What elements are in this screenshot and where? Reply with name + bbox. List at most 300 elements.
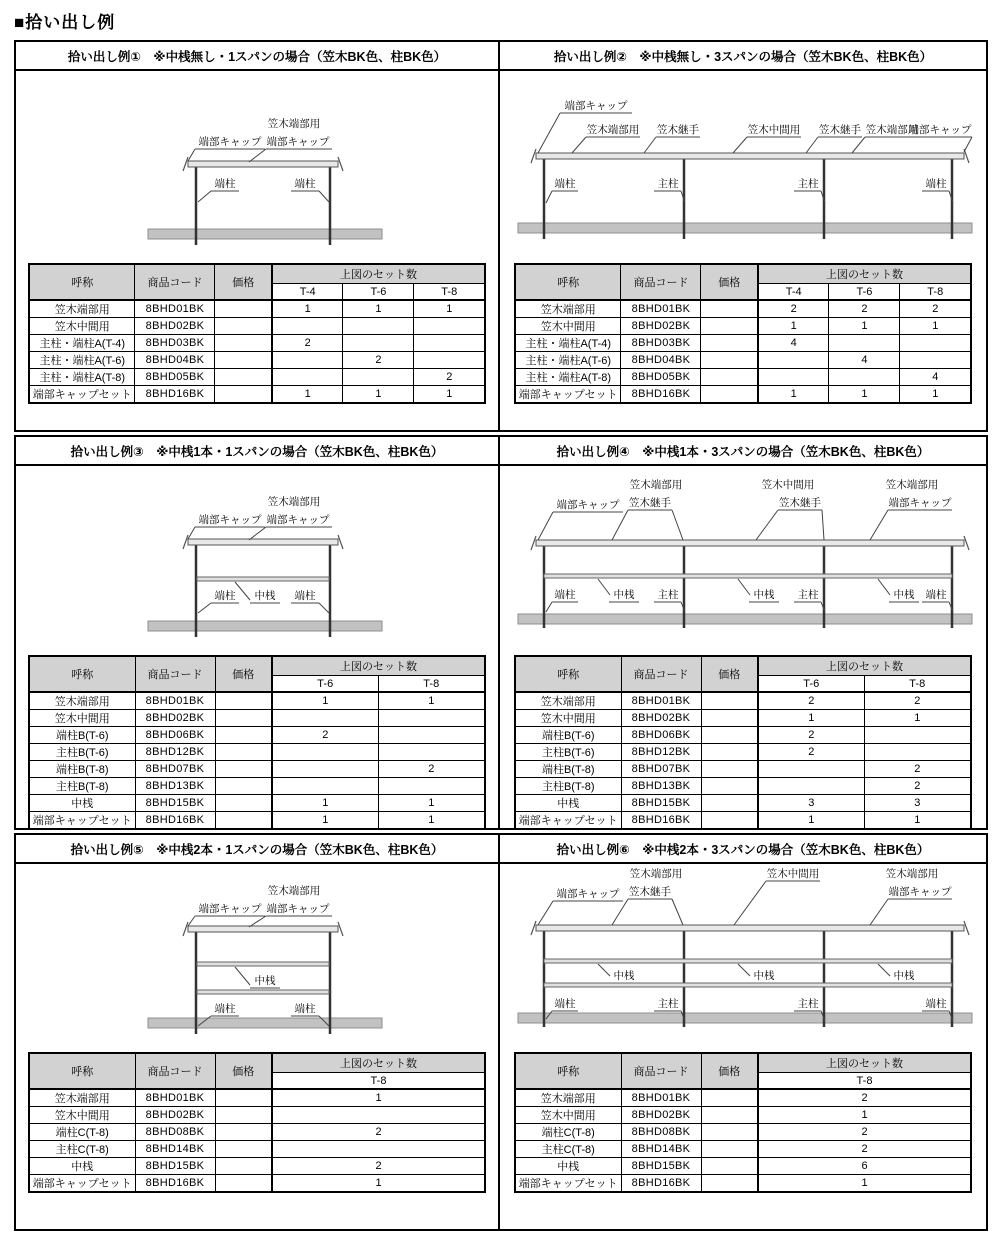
part-name: 笠木中間用	[515, 710, 621, 727]
diagram-label-mid1: 中桟	[613, 970, 635, 982]
qty-cell: 2	[758, 727, 864, 744]
qty-cell: 2	[829, 300, 900, 318]
railing-diagram	[508, 474, 978, 649]
qty-cell	[864, 744, 971, 761]
part-name: 主柱・端柱A(T-4)	[29, 335, 135, 352]
part-name: 主柱C(T-8)	[29, 1141, 135, 1158]
price-cell	[215, 692, 272, 710]
col-header-name: 呼称	[29, 1053, 135, 1089]
part-code: 8BHD12BK	[621, 744, 701, 761]
diagram-label-kasagi-end: 笠木端部用	[267, 885, 321, 897]
col-header-code: 商品コード	[621, 264, 701, 300]
qty-cell	[272, 744, 378, 761]
price-cell	[701, 300, 758, 318]
table-row	[515, 318, 971, 335]
qty-cell: 2	[272, 1124, 485, 1141]
part-code: 8BHD01BK	[621, 300, 701, 318]
qty-cell: 1	[272, 795, 378, 812]
qty-cell: 1	[829, 318, 900, 335]
table-row	[29, 1107, 485, 1124]
part-name: 端部キャップセット	[29, 812, 135, 830]
part-code: 8BHD06BK	[621, 727, 701, 744]
table-row	[29, 1141, 485, 1158]
price-cell	[215, 795, 272, 812]
qty-cell: 1	[864, 710, 971, 727]
part-code: 8BHD15BK	[621, 795, 701, 812]
col-header-sets: 上図のセット数	[272, 264, 485, 284]
diagram-label-post2: 主柱	[657, 178, 679, 190]
price-cell	[701, 778, 758, 795]
qty-cell	[414, 335, 485, 352]
qty-cell	[414, 352, 485, 369]
size-col-header: T-4	[758, 284, 829, 301]
part-code: 8BHD01BK	[135, 692, 215, 710]
price-cell	[215, 335, 272, 352]
col-header-sets: 上図のセット数	[758, 264, 971, 284]
qty-cell: 1	[272, 386, 343, 404]
price-cell	[701, 1107, 758, 1124]
diagram-label-post-right: 端柱	[294, 178, 316, 190]
qty-cell: 1	[343, 300, 414, 318]
size-col-header: T-8	[758, 1073, 971, 1090]
diagram-label-mid3: 中桟	[893, 970, 915, 982]
price-cell	[215, 1158, 272, 1175]
top-rail	[536, 540, 964, 546]
table-row	[515, 692, 971, 710]
panel-title: 拾い出し例⑥ ※中桟2本・3スパンの場合（笠木BK色、柱BK色）	[500, 835, 986, 864]
diagram-label-post-right: 端柱	[294, 590, 316, 602]
diagram-label-post4: 端柱	[925, 178, 947, 190]
price-cell	[701, 761, 758, 778]
railing-diagram	[508, 93, 978, 253]
part-code: 8BHD01BK	[135, 1089, 215, 1107]
mid-rail-2	[544, 983, 952, 987]
qty-cell: 1	[272, 1175, 485, 1193]
parts-table	[514, 1052, 972, 1193]
qty-cell: 1	[758, 318, 829, 335]
price-cell	[701, 386, 758, 404]
table-row	[515, 812, 971, 830]
panel-example-6	[500, 833, 988, 1231]
qty-cell: 1	[272, 1089, 485, 1107]
col-header-price: 価格	[215, 264, 272, 300]
part-code: 8BHD16BK	[135, 386, 215, 404]
diagram-label-kasagi-end-left: 笠木端部用	[629, 479, 683, 491]
col-header-name: 呼称	[515, 656, 621, 692]
qty-cell: 2	[272, 1158, 485, 1175]
part-code: 8BHD07BK	[135, 761, 215, 778]
price-cell	[215, 744, 272, 761]
part-name: 端柱B(T-6)	[29, 727, 135, 744]
railing-diagram	[508, 865, 978, 1050]
diagram-label-post2: 主柱	[657, 589, 679, 601]
table-row	[515, 386, 971, 404]
part-name: 主柱・端柱A(T-6)	[515, 352, 621, 369]
diagram-label-post4: 端柱	[925, 589, 947, 601]
panel-grid	[14, 40, 988, 1231]
price-cell	[701, 1175, 758, 1193]
qty-cell: 1	[272, 300, 343, 318]
qty-cell: 1	[758, 1107, 971, 1124]
part-code: 8BHD02BK	[135, 710, 215, 727]
price-cell	[215, 352, 272, 369]
mid-rail	[544, 574, 952, 578]
price-cell	[215, 1089, 272, 1107]
table-row	[515, 1175, 971, 1193]
part-name: 主柱・端柱A(T-4)	[515, 335, 621, 352]
table-row	[29, 727, 485, 744]
part-code: 8BHD01BK	[135, 300, 215, 318]
col-header-name: 呼称	[29, 656, 135, 692]
part-code: 8BHD02BK	[621, 318, 701, 335]
size-col-header: T-8	[272, 1073, 485, 1090]
diagram-label-post-left: 端柱	[214, 1003, 236, 1015]
qty-cell	[272, 318, 343, 335]
qty-cell	[378, 727, 485, 744]
part-code: 8BHD03BK	[621, 335, 701, 352]
table-row	[29, 1124, 485, 1141]
table-row	[29, 744, 485, 761]
col-header-price: 価格	[701, 656, 758, 692]
qty-cell: 2	[758, 300, 829, 318]
col-header-sets: 上図のセット数	[758, 656, 971, 676]
qty-cell	[378, 710, 485, 727]
table-row	[29, 1158, 485, 1175]
col-header-price: 価格	[215, 1053, 272, 1089]
col-header-name: 呼称	[515, 1053, 621, 1089]
qty-cell: 1	[758, 386, 829, 404]
table-row	[29, 812, 485, 830]
diagram-label-end-cap2: 端部キャップ	[266, 136, 330, 148]
col-header-price: 価格	[701, 1053, 758, 1089]
diagram-label-end-cap-left: 端部キャップ	[556, 888, 620, 900]
qty-cell: 3	[864, 795, 971, 812]
qty-cell: 2	[900, 300, 971, 318]
diagram-label-mid2: 中桟	[753, 589, 775, 601]
qty-cell: 1	[414, 386, 485, 404]
part-name: 主柱B(T-8)	[515, 778, 621, 795]
qty-cell: 1	[272, 692, 378, 710]
part-name: 中桟	[29, 795, 135, 812]
qty-cell: 1	[758, 1175, 971, 1193]
diagram-label-post4: 端柱	[925, 998, 947, 1010]
part-code: 8BHD05BK	[621, 369, 701, 386]
qty-cell: 1	[378, 812, 485, 830]
qty-cell	[900, 352, 971, 369]
mid-rail	[197, 577, 329, 581]
part-code: 8BHD12BK	[135, 744, 215, 761]
qty-cell	[272, 710, 378, 727]
diagram-label-end-cap-right: 端部キャップ	[888, 886, 952, 898]
size-col-header: T-6	[829, 284, 900, 301]
diagram-label-mid-rail: 中桟	[254, 975, 276, 987]
price-cell	[215, 1141, 272, 1158]
price-cell	[701, 1089, 758, 1107]
table-row	[515, 335, 971, 352]
price-cell	[701, 727, 758, 744]
price-cell	[215, 1175, 272, 1193]
qty-cell: 3	[758, 795, 864, 812]
qty-cell	[864, 727, 971, 744]
part-name: 主柱B(T-6)	[515, 744, 621, 761]
part-code: 8BHD16BK	[621, 1175, 701, 1193]
qty-cell: 2	[758, 744, 864, 761]
qty-cell: 2	[864, 778, 971, 795]
part-name: 端柱C(T-8)	[29, 1124, 135, 1141]
price-cell	[701, 1141, 758, 1158]
part-name: 笠木端部用	[515, 1089, 621, 1107]
diagram-label-kasagi-end: 笠木端部用	[267, 496, 321, 508]
part-name: 中桟	[515, 795, 621, 812]
table-row	[29, 300, 485, 318]
diagram-label-post-left: 端柱	[214, 178, 236, 190]
qty-cell	[378, 744, 485, 761]
price-cell	[215, 1107, 272, 1124]
qty-cell	[272, 369, 343, 386]
qty-cell	[829, 335, 900, 352]
price-cell	[701, 1158, 758, 1175]
price-cell	[215, 710, 272, 727]
panel-title: 拾い出し例④ ※中桟1本・3スパンの場合（笠木BK色、柱BK色）	[500, 437, 986, 466]
price-cell	[701, 369, 758, 386]
price-cell	[215, 812, 272, 830]
part-code: 8BHD02BK	[621, 1107, 701, 1124]
part-code: 8BHD04BK	[621, 352, 701, 369]
part-name: 端部キャップセット	[515, 386, 621, 404]
panel-title: 拾い出し例② ※中桟無し・3スパンの場合（笠木BK色、柱BK色）	[500, 42, 986, 71]
top-rail	[188, 926, 338, 932]
price-cell	[701, 812, 758, 830]
price-cell	[215, 386, 272, 404]
qty-cell: 4	[758, 335, 829, 352]
part-name: 主柱・端柱A(T-8)	[515, 369, 621, 386]
part-code: 8BHD16BK	[135, 1175, 215, 1193]
part-code: 8BHD14BK	[135, 1141, 215, 1158]
part-code: 8BHD02BK	[135, 318, 215, 335]
size-col-header: T-8	[900, 284, 971, 301]
part-code: 8BHD13BK	[135, 778, 215, 795]
part-name: 笠木中間用	[515, 1107, 621, 1124]
qty-cell	[378, 778, 485, 795]
part-code: 8BHD14BK	[621, 1141, 701, 1158]
part-code: 8BHD04BK	[135, 352, 215, 369]
table-row	[515, 1089, 971, 1107]
part-code: 8BHD08BK	[135, 1124, 215, 1141]
qty-cell: 1	[378, 795, 485, 812]
part-code: 8BHD15BK	[135, 1158, 215, 1175]
qty-cell	[900, 335, 971, 352]
table-row	[29, 795, 485, 812]
table-row	[515, 1141, 971, 1158]
table-row	[29, 761, 485, 778]
size-col-header: T-8	[414, 284, 485, 301]
top-rail	[188, 161, 338, 167]
price-cell	[701, 352, 758, 369]
part-name: 主柱・端柱A(T-8)	[29, 369, 135, 386]
diagram-label-post2: 主柱	[657, 998, 679, 1010]
diagram-label-post1: 端柱	[554, 998, 576, 1010]
page-title: ■拾い出し例	[14, 13, 116, 32]
col-header-sets: 上図のセット数	[758, 1053, 971, 1073]
qty-cell	[272, 1141, 485, 1158]
diagram-label-end-cap-right: 端部キャップ	[908, 124, 972, 136]
ground-line	[518, 223, 972, 233]
col-header-price: 価格	[701, 264, 758, 300]
diagram-label-joint-right: 笠木継手	[779, 497, 821, 509]
price-cell	[215, 778, 272, 795]
qty-cell: 1	[829, 386, 900, 404]
diagram-label-joint-left: 笠木継手	[657, 124, 699, 136]
qty-cell: 1	[343, 386, 414, 404]
qty-cell	[272, 352, 343, 369]
ground-line	[518, 1013, 972, 1023]
qty-cell: 1	[758, 710, 864, 727]
qty-cell: 4	[829, 352, 900, 369]
leader-lines	[188, 149, 332, 202]
part-name: 端部キャップセット	[29, 386, 135, 404]
part-code: 8BHD06BK	[135, 727, 215, 744]
qty-cell: 6	[758, 1158, 971, 1175]
part-name: 主柱B(T-8)	[29, 778, 135, 795]
part-code: 8BHD13BK	[621, 778, 701, 795]
diagram-label-kasagi-end-right: 笠木端部用	[885, 479, 939, 491]
part-code: 8BHD16BK	[621, 386, 701, 404]
mid-rail-1	[197, 962, 329, 966]
table-row	[29, 1089, 485, 1107]
part-name: 主柱・端柱A(T-6)	[29, 352, 135, 369]
top-rail	[536, 153, 964, 159]
part-name: 端柱B(T-8)	[515, 761, 621, 778]
price-cell	[701, 692, 758, 710]
part-code: 8BHD02BK	[621, 710, 701, 727]
table-row	[515, 1124, 971, 1141]
table-row	[29, 352, 485, 369]
diagram-label-post1: 端柱	[554, 178, 576, 190]
table-row	[29, 335, 485, 352]
part-code: 8BHD16BK	[621, 812, 701, 830]
table-row	[29, 386, 485, 404]
qty-cell	[272, 1107, 485, 1124]
part-name: 端部キャップセット	[515, 1175, 621, 1193]
part-name: 笠木中間用	[29, 318, 135, 335]
col-header-name: 呼称	[515, 264, 621, 300]
qty-cell	[343, 335, 414, 352]
panel-title: 拾い出し例① ※中桟無し・1スパンの場合（笠木BK色、柱BK色）	[16, 42, 498, 71]
ground-line	[148, 621, 382, 631]
diagram-label-end-cap2: 端部キャップ	[266, 903, 330, 915]
part-name: 主柱B(T-6)	[29, 744, 135, 761]
diagram-label-post3: 主柱	[797, 589, 819, 601]
size-col-header: T-6	[343, 284, 414, 301]
price-cell	[701, 710, 758, 727]
diagram-label-kasagi-end-left: 笠木端部用	[629, 868, 683, 880]
leader-lines	[538, 881, 953, 1021]
part-code: 8BHD03BK	[135, 335, 215, 352]
qty-cell: 2	[758, 692, 864, 710]
parts-table	[514, 263, 972, 404]
diagram-label-mid3: 中桟	[893, 589, 915, 601]
part-name: 端柱C(T-8)	[515, 1124, 621, 1141]
size-col-header: T-4	[272, 284, 343, 301]
mid-rail-2	[197, 990, 329, 994]
qty-cell: 1	[414, 300, 485, 318]
part-code: 8BHD01BK	[621, 692, 701, 710]
price-cell	[215, 369, 272, 386]
part-name: 端部キャップセット	[515, 812, 621, 830]
part-code: 8BHD15BK	[621, 1158, 701, 1175]
part-name: 中桟	[29, 1158, 135, 1175]
diagram-label-joint-right: 笠木継手	[819, 124, 861, 136]
diagram-label-kasagi-end-left: 笠木端部用	[586, 124, 640, 136]
part-name: 笠木中間用	[515, 318, 621, 335]
qty-cell: 2	[864, 692, 971, 710]
panel-example-3	[14, 435, 500, 830]
qty-cell: 2	[758, 1089, 971, 1107]
part-code: 8BHD15BK	[135, 795, 215, 812]
table-row	[29, 369, 485, 386]
part-name: 笠木端部用	[29, 300, 135, 318]
qty-cell	[272, 778, 378, 795]
table-row	[515, 300, 971, 318]
parts-table	[28, 1052, 486, 1193]
panel-example-1	[14, 40, 500, 432]
table-row	[515, 1107, 971, 1124]
diagram-label-kasagi-end-right: 笠木端部用	[885, 868, 939, 880]
qty-cell: 2	[864, 761, 971, 778]
diagram-label-kasagi-mid: 笠木中間用	[761, 479, 815, 491]
diagram-label-kasagi-end-right: 笠木端部用	[865, 124, 919, 136]
size-col-header: T-6	[758, 676, 864, 693]
qty-cell	[829, 369, 900, 386]
table-row	[515, 352, 971, 369]
part-name: 笠木中間用	[29, 1107, 135, 1124]
part-name: 笠木端部用	[515, 692, 621, 710]
col-header-name: 呼称	[29, 264, 135, 300]
diagram-label-post-left: 端柱	[214, 590, 236, 602]
diagram-label-end-cap2: 端部キャップ	[266, 514, 330, 526]
diagram-label-joint-left: 笠木継手	[629, 886, 671, 898]
qty-cell: 2	[343, 352, 414, 369]
diagram-label-end-cap: 端部キャップ	[198, 903, 262, 915]
parts-table	[514, 655, 972, 830]
part-code: 8BHD08BK	[621, 1124, 701, 1141]
qty-cell	[343, 369, 414, 386]
diagram-label-post-right: 端柱	[294, 1003, 316, 1015]
part-name: 笠木端部用	[29, 1089, 135, 1107]
price-cell	[215, 761, 272, 778]
railing-diagram	[22, 489, 492, 649]
price-cell	[701, 1124, 758, 1141]
diagram-1span-norail	[16, 71, 498, 263]
diagram-3span-norail	[500, 71, 986, 263]
col-header-code: 商品コード	[621, 1053, 701, 1089]
diagram-label-kasagi-mid: 笠木中間用	[747, 124, 801, 136]
diagram-label-end-cap-left: 端部キャップ	[556, 499, 620, 511]
diagram-3span-1rail	[500, 466, 986, 655]
part-code: 8BHD07BK	[621, 761, 701, 778]
col-header-code: 商品コード	[135, 1053, 215, 1089]
diagram-label-post1: 端柱	[554, 589, 576, 601]
part-code: 8BHD02BK	[135, 1107, 215, 1124]
qty-cell	[272, 761, 378, 778]
qty-cell: 1	[864, 812, 971, 830]
table-row	[29, 710, 485, 727]
parts-table	[28, 263, 486, 404]
qty-cell	[758, 778, 864, 795]
diagram-label-post3: 主柱	[797, 178, 819, 190]
ground-line	[148, 229, 382, 239]
top-rail	[536, 925, 964, 931]
